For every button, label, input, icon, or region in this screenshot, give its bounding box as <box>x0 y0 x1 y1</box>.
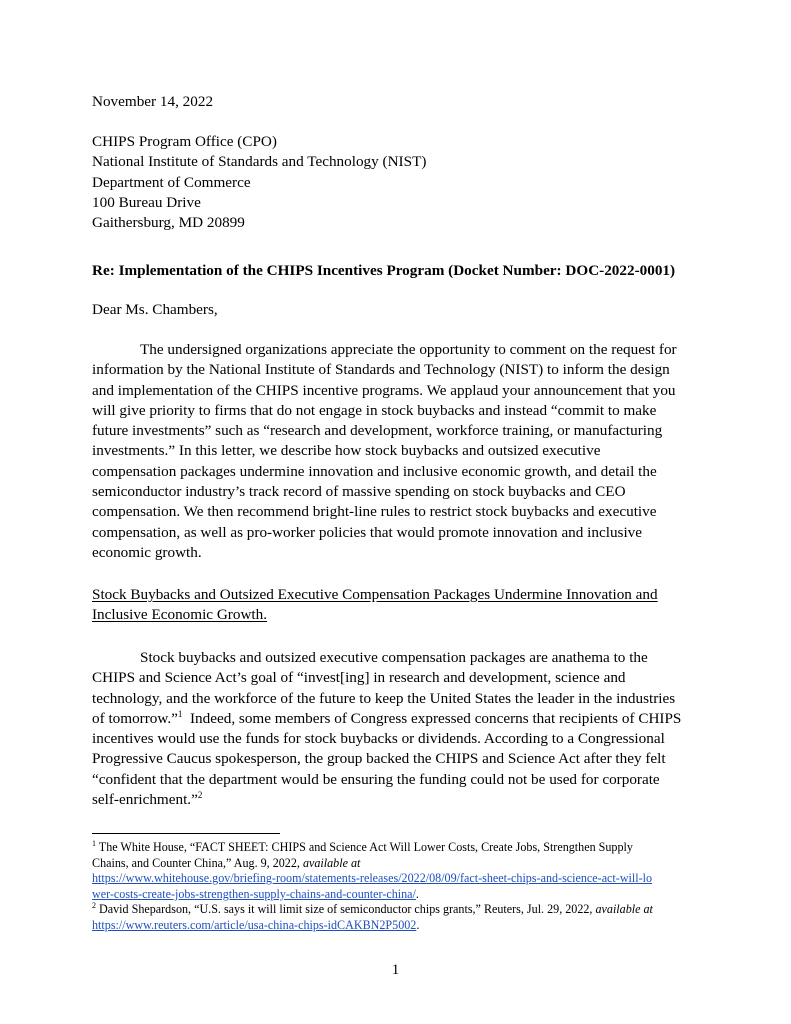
paragraph-line: future investments” such as “research and development, workforce training, or manufacturing <box>92 422 663 440</box>
paragraph-line: information by the National Institute of Standards and Technology (NIST) to inform the design <box>92 361 670 379</box>
paragraph-line: and implementation of the CHIPS incentive programs. We applaud your announcement that you <box>92 381 676 399</box>
text-run: The White House, “FACT SHEET: CHIPS and Science Act Will Lower Costs, Create Jobs, Strengthen Supply <box>96 840 633 854</box>
paragraph-line: incentives would use the funds for stock buybacks or dividends. According to a Congressional <box>92 730 665 748</box>
paragraph-line: “confident that the department would be ensuring the funding could not be used for corporate <box>92 770 660 788</box>
intro-paragraph <box>92 340 706 563</box>
footnote-line <box>92 918 707 934</box>
paragraph-line: technology, and the workforce of the future to keep the United States the leader in the industries <box>92 689 676 707</box>
paragraph-line: The undersigned organizations appreciate the opportunity to comment on the request for <box>140 341 677 358</box>
text-run-italic: available at <box>302 855 361 870</box>
paragraph-line: compensation. We then recommend bright-line rules to restrict stock buybacks and executive <box>92 503 657 521</box>
paragraph-line: compensation, as well as pro-worker policies that would promote innovation and inclusive <box>92 523 642 541</box>
footnote-line <box>92 856 707 872</box>
footnote-1-link[interactable]: https://www.whitehouse.gov/briefing-room/statements-releases/2022/08/09/fact-sheet-chips-and-science-act-will-lo <box>92 871 653 886</box>
address-line: Department of Commerce <box>92 173 251 191</box>
letter-date: November 14, 2022 <box>92 93 214 110</box>
text-run: self-enrichment.” <box>92 791 198 809</box>
paragraph-line: will give priority to firms that do not engage in stock buybacks and instead “commit to make <box>92 401 657 419</box>
text-run: David Shepardson, “U.S. says it will limit size of semiconductor chips grants,” Reuters, Jul. 29, 2022, <box>96 902 596 917</box>
text-run: Indeed, some members of Congress expressed concerns that recipients of CHIPS <box>182 709 682 727</box>
footnote-2-link[interactable]: https://www.reuters.com/article/usa-china-chips-idCAKBN2P5002 <box>92 917 417 932</box>
footnote-line <box>92 871 707 887</box>
paragraph-line: semiconductor industry’s track record of massive spending on stock buybacks and CEO <box>92 483 626 501</box>
footnote-ref-2[interactable]: 2 <box>197 790 203 801</box>
footnote-number: 1 <box>92 838 96 848</box>
text-run: . <box>415 886 419 901</box>
heading-line: Stock Buybacks and Outsized Executive Compensation Packages Undermine Innovation and <box>92 586 658 603</box>
paragraph-line: CHIPS and Science Act’s goal of “invest[ing] in research and development, science and <box>92 669 626 687</box>
paragraph-line: investments.” In this letter, we describe how stock buybacks and outsized executive <box>92 442 601 460</box>
subject-line: Re: Implementation of the CHIPS Incentives Program (Docket Number: DOC-2022-0001) <box>92 262 676 279</box>
footnote-2 <box>92 902 707 918</box>
footnotes <box>92 840 707 934</box>
paragraph-line: Stock buybacks and outsized executive compensation packages are anathema to the <box>140 649 648 666</box>
body-paragraph <box>92 648 706 810</box>
paragraph-line: economic growth. <box>92 543 202 561</box>
section-heading <box>92 585 706 626</box>
paragraph-line <box>92 709 706 729</box>
text-run-italic: available at <box>595 902 653 917</box>
paragraph-line <box>92 790 706 810</box>
address-line: CHIPS Program Office (CPO) <box>92 133 277 150</box>
paragraph-line: Progressive Caucus spokesperson, the group backed the CHIPS and Science Act after they felt <box>92 750 666 768</box>
heading-line: Inclusive Economic Growth. <box>92 606 268 624</box>
text-run: Chains, and Counter China,” Aug. 9, 2022, <box>92 855 303 870</box>
footnote-1-link-continued[interactable]: wer-costs-create-jobs-strengthen-supply-chains-and-counter-china/ <box>92 886 416 901</box>
footnote-number: 2 <box>92 901 96 911</box>
footnote-ref-1[interactable]: 1 <box>177 708 183 719</box>
recipient-address <box>92 132 706 233</box>
text-run: . <box>416 917 420 932</box>
footnote-divider <box>92 833 280 834</box>
address-line: National Institute of Standards and Technology (NIST) <box>92 153 427 171</box>
footnote-1 <box>92 840 707 856</box>
address-line: 100 Bureau Drive <box>92 193 201 211</box>
footnote-line <box>92 887 707 903</box>
paragraph-line: compensation packages undermine innovation and inclusive economic growth, and detail the <box>92 462 657 480</box>
address-line: Gaithersburg, MD 20899 <box>92 214 245 232</box>
text-run: of tomorrow.” <box>92 709 178 727</box>
page-number: 1 <box>391 962 400 978</box>
salutation: Dear Ms. Chambers, <box>92 301 218 318</box>
